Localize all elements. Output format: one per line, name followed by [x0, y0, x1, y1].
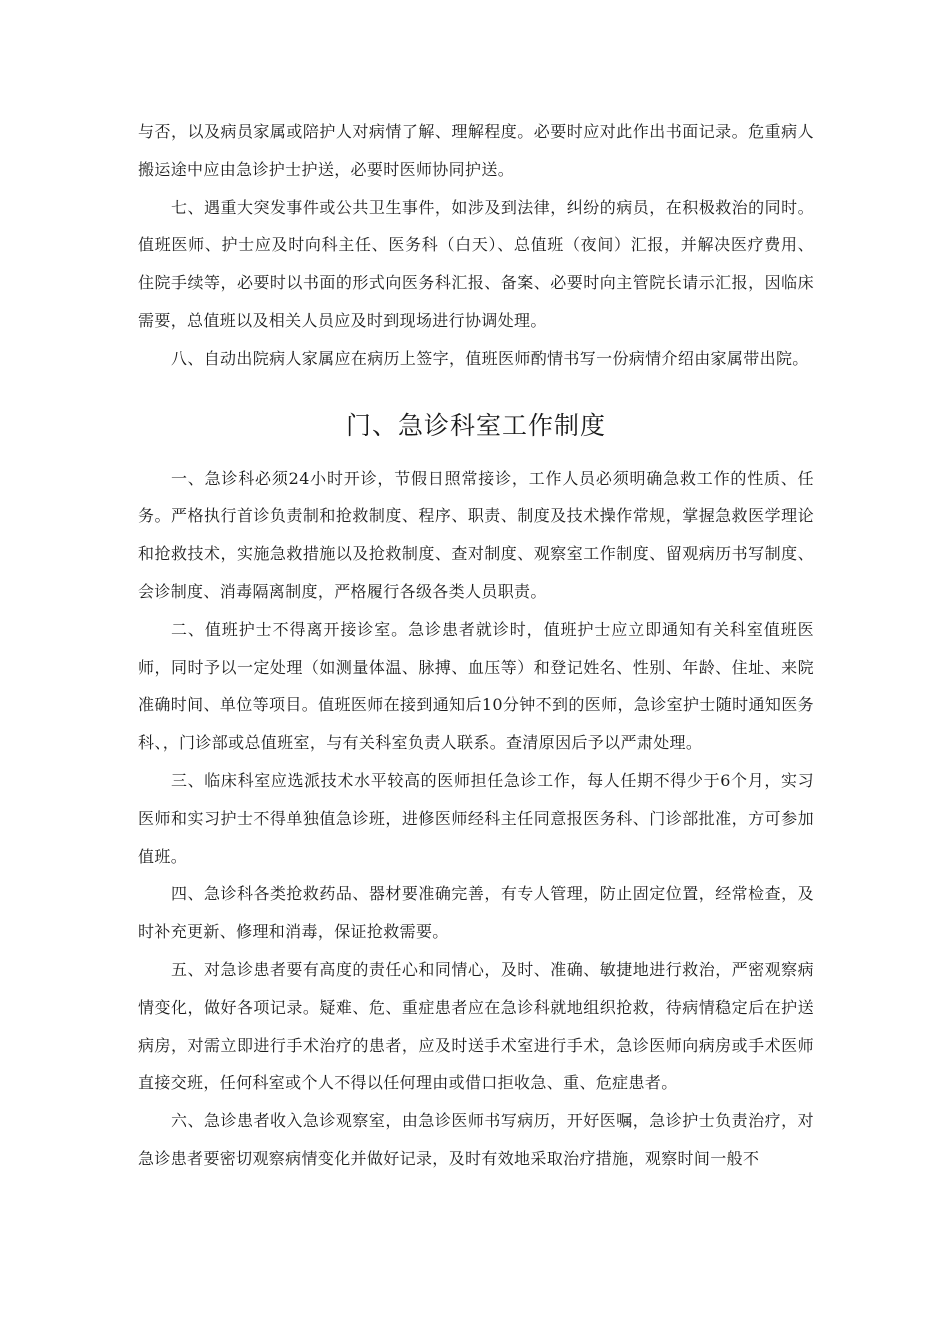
section-paragraph-5: 五、对急诊患者要有高度的责任心和同情心，及时、准确、敏捷地进行救治，严密观察病情变化，做好各项记录。疑难、危、重症患者应在急诊科就地组织抢救，待病情稳定后在护送病房，对需立即进行手术治疗的患者，应及时送手术室进行手术，急诊医师向病房或手术医师直接交班，任何科室或个人不得以任何理由或借口拒收急、重、危症患者。 — [138, 959, 814, 1093]
section-paragraph-4: 四、急诊科各类抢救药品、器材要准确完善，有专人管理，防止固定位置，经常检查，及时补充更新、修理和消毒，保证抢救需要。 — [138, 884, 814, 942]
section-paragraph-2: 二、值班护士不得离开接诊室。急诊患者就诊时，值班护士应立即通知有关科室值班医师，同时予以一定处理（如测量体温、脉搏、血压等）和登记姓名、性别、年龄、住址、来院准确时间、单位等项目。值班医师在接到通知后10分钟不到的医师，急诊室护士随时通知医务科、，门诊部或总值班室，与有关科室负责人联系。查清原因后予以严肃处理。 — [138, 619, 814, 753]
paragraph-item-8: 八、自动出院病人家属应在病历上签字，值班医师酌情书写一份病情介绍由家属带出院。 — [171, 348, 809, 368]
document-body — [138, 113, 814, 1178]
section-paragraph-1: 一、急诊科必须24小时开诊，节假日照常接诊，工作人员必须明确急救工作的性质、任务。严格执行首诊负责制和抢救制度、程序、职责、制度及技术操作常规，掌握急救医学理论和抢救技术，实施急救措施以及抢救制度、查对制度、观察室工作制度、留观病历书写制度、会诊制度、消毒隔离制度，严格履行各级各类人员职责。 — [138, 468, 814, 601]
paragraph-item-7: 七、遇重大突发事件或公共卫生事件，如涉及到法律，纠纷的病员，在积极救治的同时。值班医师、护士应及时向科主任、医务科（白天）、总值班（夜间）汇报，并解决医疗费用、住院手续等，必要时以书面的形式向医务科汇报、备案、必要时向主管院长请示汇报，因临床需要，总值班以及相关人员应及时到现场进行协调处理。 — [138, 197, 814, 330]
section-paragraph-3: 三、临床科室应选派技术水平较高的医师担任急诊工作，每人任期不得少于6个月，实习医师和实习护士不得单独值急诊班，进修医师经科主任同意报医务科、门诊部批准，方可参加值班。 — [138, 770, 814, 866]
section-title: 门、急诊科室工作制度 — [345, 410, 606, 440]
paragraph-continuation: 与否，以及病员家属或陪护人对病情了解、理解程度。必要时应对此作出书面记录。危重病人搬运途中应由急诊护士护送，必要时医师协同护送。 — [138, 122, 814, 179]
section-paragraph-6: 六、急诊患者收入急诊观察室，由急诊医师书写病历，开好医嘱，急诊护士负责治疗，对急诊患者要密切观察病情变化并做好记录，及时有效地采取治疗措施，观察时间一般不 — [138, 1111, 814, 1168]
